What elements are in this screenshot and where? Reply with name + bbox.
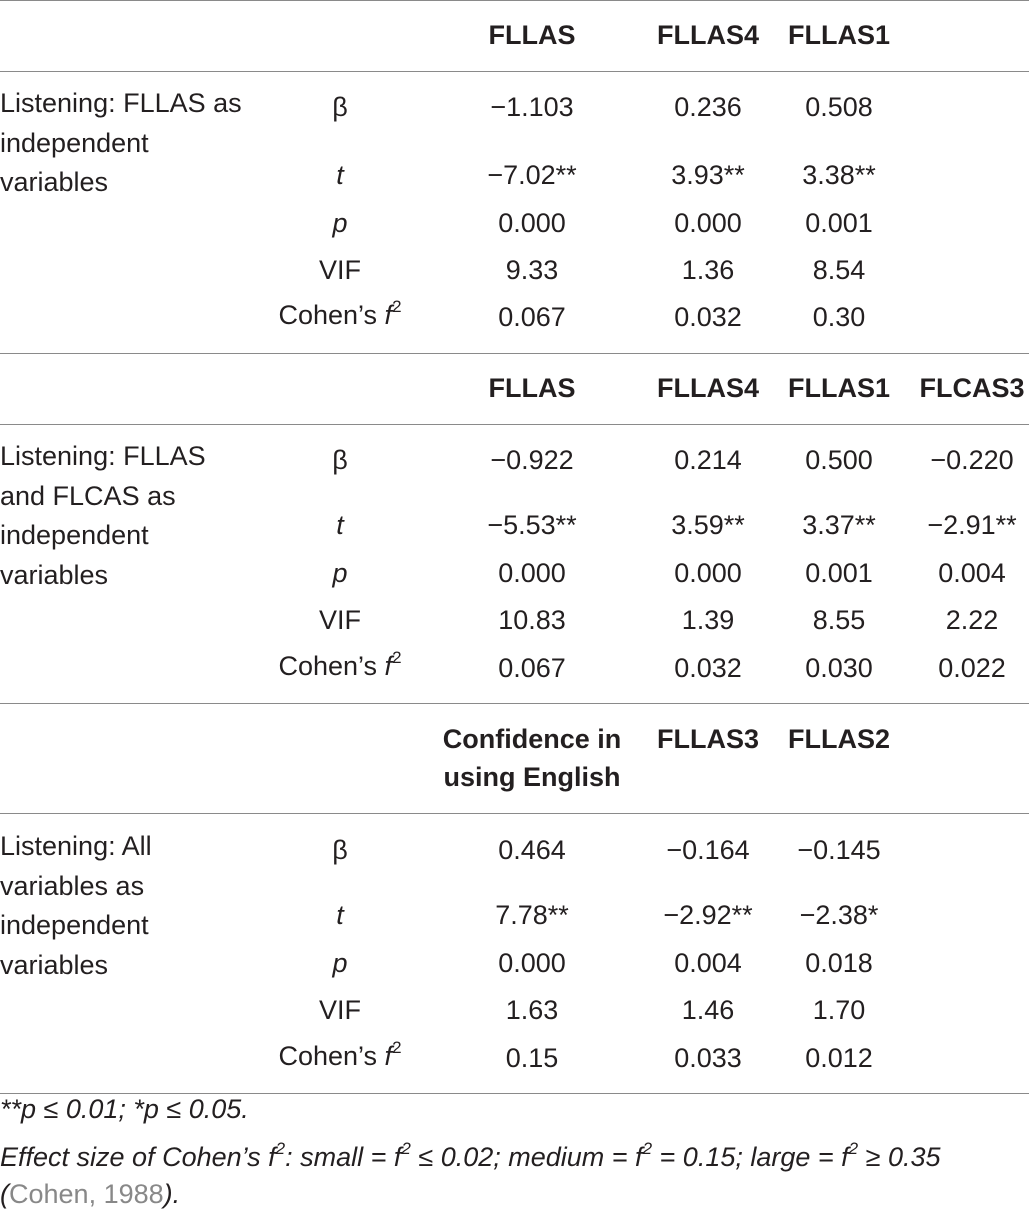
table-cell: 3.37**	[802, 510, 876, 540]
stat-label: Cohen’s $f^2$	[278, 1038, 402, 1071]
table-cell: 1.46	[681, 995, 735, 1025]
table-cell: 3.93**	[671, 160, 745, 190]
citation-link[interactable]: Cohen, 1988	[9, 1179, 164, 1209]
stat-label: β	[332, 445, 348, 475]
column-header: Confidence in	[442, 724, 622, 754]
table-cell: 1.70	[812, 995, 866, 1025]
section-label-line: independent	[0, 127, 149, 158]
section-label-line: variables	[0, 559, 109, 590]
stat-label: t	[336, 900, 344, 930]
table-cell: 0.001	[805, 208, 873, 238]
table-cell: 0.000	[674, 208, 742, 238]
table-rule	[0, 424, 1029, 425]
section-label-line: variables	[0, 949, 109, 980]
stat-label: p	[332, 208, 348, 238]
table-cell: 0.030	[805, 653, 873, 683]
column-header: FLLAS3	[656, 724, 759, 754]
table-cell: 3.59**	[671, 510, 745, 540]
table-cell: 0.214	[674, 445, 742, 475]
column-header: FLLAS1	[787, 373, 890, 403]
table-rule	[0, 71, 1029, 72]
table-cell: 0.001	[805, 558, 873, 588]
table-cell: 7.78**	[495, 900, 569, 930]
stat-label: t	[336, 160, 344, 190]
table-cell: 1.39	[681, 605, 735, 635]
table-rule	[0, 813, 1029, 814]
stat-label: Cohen’s $f^2$	[278, 297, 402, 330]
stat-label: p	[332, 948, 348, 978]
table-cell: −0.922	[490, 445, 574, 475]
table-cell: 0.004	[938, 558, 1006, 588]
table-cell: −7.02**	[487, 160, 577, 190]
stat-label: VIF	[318, 255, 361, 285]
table-cell: 9.33	[505, 255, 559, 285]
table-cell: 0.30	[812, 302, 866, 332]
table-cell: 0.022	[938, 653, 1006, 683]
table-cell: 0.018	[805, 948, 873, 978]
table-cell: 8.54	[812, 255, 866, 285]
stat-label: p	[332, 558, 348, 588]
table-cell: 10.83	[498, 605, 566, 635]
table-rule	[0, 703, 1029, 704]
column-header: FLLAS4	[656, 20, 759, 50]
table-cell: 0.033	[674, 1043, 742, 1073]
section-label-line: variables	[0, 167, 109, 197]
column-header: FLLAS	[488, 20, 576, 50]
stat-label: VIF	[318, 995, 361, 1025]
table-cell: 0.500	[805, 445, 873, 475]
table-cell: −0.220	[930, 445, 1014, 475]
table-cell: 0.000	[498, 558, 566, 588]
table-cell: 0.508	[805, 92, 873, 122]
table-cell: 0.067	[498, 302, 566, 332]
stat-label: β	[332, 835, 348, 865]
section-label-line: and FLCAS as	[0, 480, 176, 511]
table-cell: 0.000	[498, 948, 566, 978]
stat-label: t	[336, 510, 344, 540]
table-cell: 1.63	[505, 995, 559, 1025]
section-label-line: Listening: FLLAS as	[0, 88, 242, 118]
table-cell: −1.103	[490, 92, 574, 122]
table-cell: −5.53**	[487, 510, 577, 540]
table-cell: −0.145	[797, 835, 881, 865]
column-header: FLLAS2	[787, 724, 890, 754]
table-cell: 0.15	[505, 1043, 559, 1073]
table-cell: 8.55	[812, 605, 866, 635]
table-cell: −2.91**	[927, 510, 1017, 540]
table-cell: 0.000	[674, 558, 742, 588]
table-cell: 0.464	[498, 835, 566, 865]
section-label-line: Listening: FLLAS	[0, 441, 206, 471]
column-header: using English	[443, 762, 621, 792]
section-label-line: variables as	[0, 870, 145, 901]
table-cell: 0.032	[674, 302, 742, 332]
section-label-line: Listening: All	[0, 831, 152, 861]
stat-label: VIF	[318, 605, 361, 635]
column-header: FLLAS1	[787, 20, 890, 50]
table-cell: 0.004	[674, 948, 742, 978]
section-label-line: independent	[0, 910, 149, 940]
section-label-line: independent	[0, 520, 149, 550]
table-rule	[0, 353, 1029, 354]
effect-size-note: Effect size of Cohen’s $f^2$: small = $f^2 \le 0.02$; medium = $f^2 = 0.15$; large = $f^2 \ge 0.35$	[0, 1139, 941, 1172]
table-cell: 1.36	[681, 255, 735, 285]
significance-note: **p ≤ 0.01; *p ≤ 0.05.	[0, 1094, 249, 1124]
column-header: FLLAS	[488, 373, 576, 403]
table-cell: 0.067	[498, 653, 566, 683]
citation-note: (Cohen, 1988).	[0, 1179, 181, 1209]
stat-label: Cohen’s $f^2$	[278, 648, 402, 681]
table-cell: −2.38*	[799, 900, 879, 930]
table-cell: 0.000	[498, 208, 566, 238]
table-cell: 3.38**	[802, 160, 876, 190]
stat-label: β	[332, 92, 348, 122]
column-header: FLLAS4	[656, 373, 759, 403]
table-cell: 0.012	[805, 1043, 873, 1073]
table-cell: 0.236	[674, 92, 742, 122]
table-cell: 2.22	[945, 605, 999, 635]
table-cell: 0.032	[674, 653, 742, 683]
table-cell: −0.164	[666, 835, 750, 865]
table-cell: −2.92**	[663, 900, 753, 930]
table-rule	[0, 0, 1029, 1]
column-header: FLCAS3	[919, 373, 1025, 403]
